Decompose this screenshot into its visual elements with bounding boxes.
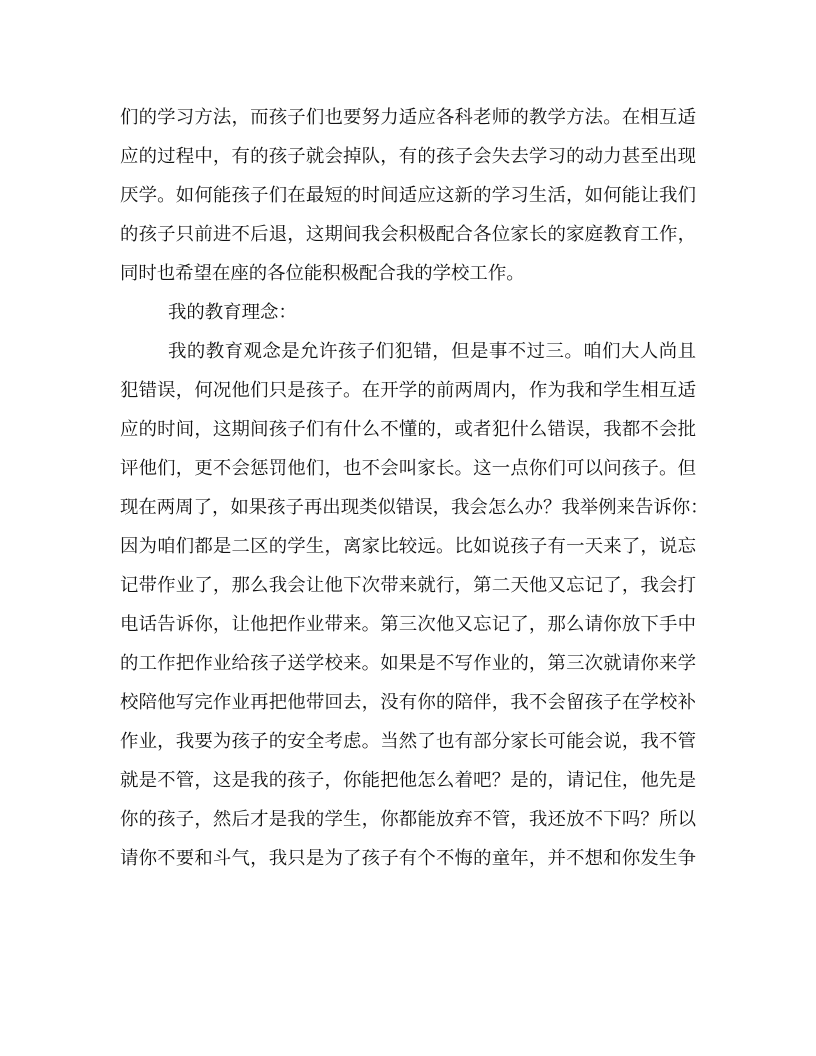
text-line: 厌学。如何能孩子们在最短的时间适应这新的学习生活，如何能让我们	[120, 185, 696, 206]
text-line: 就是不管，这是我的孩子，你能把他怎么着吧？是的，请记住，他先是	[120, 770, 696, 791]
text-line: 犯错误，何况他们只是孩子。在开学的前两周内，作为我和学生相互适	[120, 380, 696, 401]
text-line: 你的孩子，然后才是我的学生，你都能放弃不管，我还放不下吗？所以	[120, 809, 696, 830]
text-line: 校陪他写完作业再把他带回去，没有你的陪伴，我不会留孩子在学校补	[120, 692, 696, 713]
paragraph-first-line: 我的教育观念是允许孩子们犯错，但是事不过三。咱们大人尚且	[168, 341, 696, 362]
text-line: 因为咱们都是二区的学生，离家比较远。比如说孩子有一天来了，说忘	[120, 536, 696, 557]
text-line: 的孩子只前进不后退，这期间我会积极配合各位家长的家庭教育工作，	[120, 224, 696, 245]
section-heading: 我的教育理念：	[168, 302, 297, 323]
text-line: 记带作业了，那么我会让他下次带来就行，第二天他又忘记了，我会打	[120, 575, 696, 596]
text-line: 评他们，更不会惩罚他们，也不会叫家长。这一点你们可以问孩子。但	[120, 458, 696, 479]
text-line: 请你不要和斗气，我只是为了孩子有个不悔的童年，并不想和你发生争	[120, 848, 696, 869]
text-line: 电话告诉你，让他把作业带来。第三次他又忘记了，那么请你放下手中	[120, 614, 696, 635]
text-line: 现在两周了，如果孩子再出现类似错误，我会怎么办？我举例来告诉你：	[120, 497, 709, 518]
text-line: 们的学习方法，而孩子们也要努力适应各科老师的教学方法。在相互适	[120, 107, 696, 128]
text-line: 的工作把作业给孩子送学校来。如果是不写作业的，第三次就请你来学	[120, 653, 696, 674]
paragraph-end-line: 同时也希望在座的各位能积极配合我的学校工作。	[120, 263, 525, 284]
text-line: 作业，我要为孩子的安全考虑。当然了也有部分家长可能会说，我不管	[120, 731, 696, 752]
text-line: 应的过程中，有的孩子就会掉队，有的孩子会失去学习的动力甚至出现	[120, 146, 696, 167]
text-line: 应的时间，这期间孩子们有什么不懂的，或者犯什么错误，我都不会批	[120, 419, 696, 440]
